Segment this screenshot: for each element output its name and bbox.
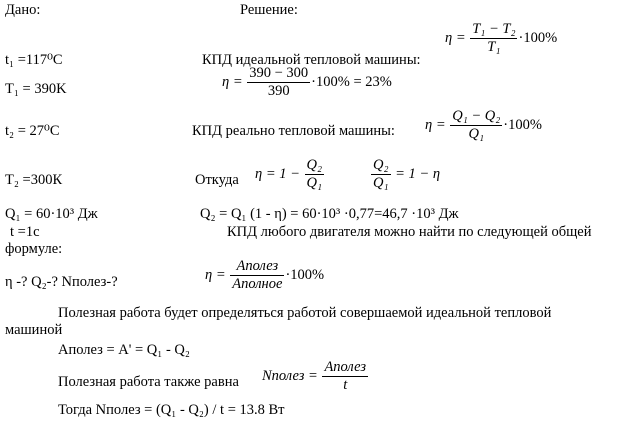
any-engine-line1: КПД любого двигателя можно найти по следующей общей xyxy=(227,224,592,240)
whence-formula: η = 1 − $\frac{\text{Q₂}}{\text{Q₁}}$ xyxy=(255,157,323,192)
power-formula: Nполез = $\frac{\text{Aполез}}{t}$ xyxy=(262,359,367,394)
final-result: Тогда Nполез = (Q₁ - Q₂) / t = 13.8 Вт xyxy=(58,402,285,418)
whence-label: Откуда xyxy=(195,172,239,188)
q2-calculation: Q₂ = Q₁ (1 - η) = 60·10³ ·0,77=46,7 ·10³ Дж xyxy=(200,206,459,222)
a-useful: Aполез = A' = Q₁ - Q₂ xyxy=(58,342,190,358)
given-t2: t₂ = 27⁰С xyxy=(5,123,60,139)
ideal-efficiency-numeric: η = $\frac{390 - 300}{390}$ ·100% = 23% xyxy=(222,65,392,100)
real-efficiency-formula: η = $\frac{\text{Q₁ − Q₂}}{\text{Q₁}}$ ·100% xyxy=(425,108,542,143)
useful-work-line2: машиной xyxy=(5,322,63,338)
unknowns: η -? Q₂-? Nполез-? xyxy=(5,274,118,290)
given-Q1: Q₁ = 60·10³ Дж xyxy=(5,206,98,222)
given-header: Дано: xyxy=(5,2,41,18)
any-engine-line2: формуле: xyxy=(5,241,63,257)
ratio-formula: $\frac{\text{Q₂}}{\text{Q₁}}$ = 1 − η xyxy=(373,157,441,192)
ideal-label: КПД идеальной тепловой машины: xyxy=(202,52,421,68)
useful-work-line1: Полезная работа будет определяться работой совершаемой идеальной тепловой xyxy=(58,305,552,321)
ideal-efficiency-formula: η = $\frac{\text{T₁ − T₂}}{\text{T₁}}$ ·100% xyxy=(445,21,558,56)
solution-header: Решение: xyxy=(240,2,298,18)
real-label: КПД реально тепловой машины: xyxy=(192,123,395,139)
also-equal-label: Полезная работа также равна xyxy=(58,374,239,390)
given-t1: t₁ =117⁰С xyxy=(5,52,63,68)
given-T1: T₁ = 390K xyxy=(5,81,67,97)
given-t: t =1c xyxy=(10,224,40,240)
given-T2: T₂ =300К xyxy=(5,172,63,188)
general-efficiency-formula: η = $\frac{\text{Aполез}}{\text{Aполное}}$ ·100% xyxy=(205,258,325,293)
